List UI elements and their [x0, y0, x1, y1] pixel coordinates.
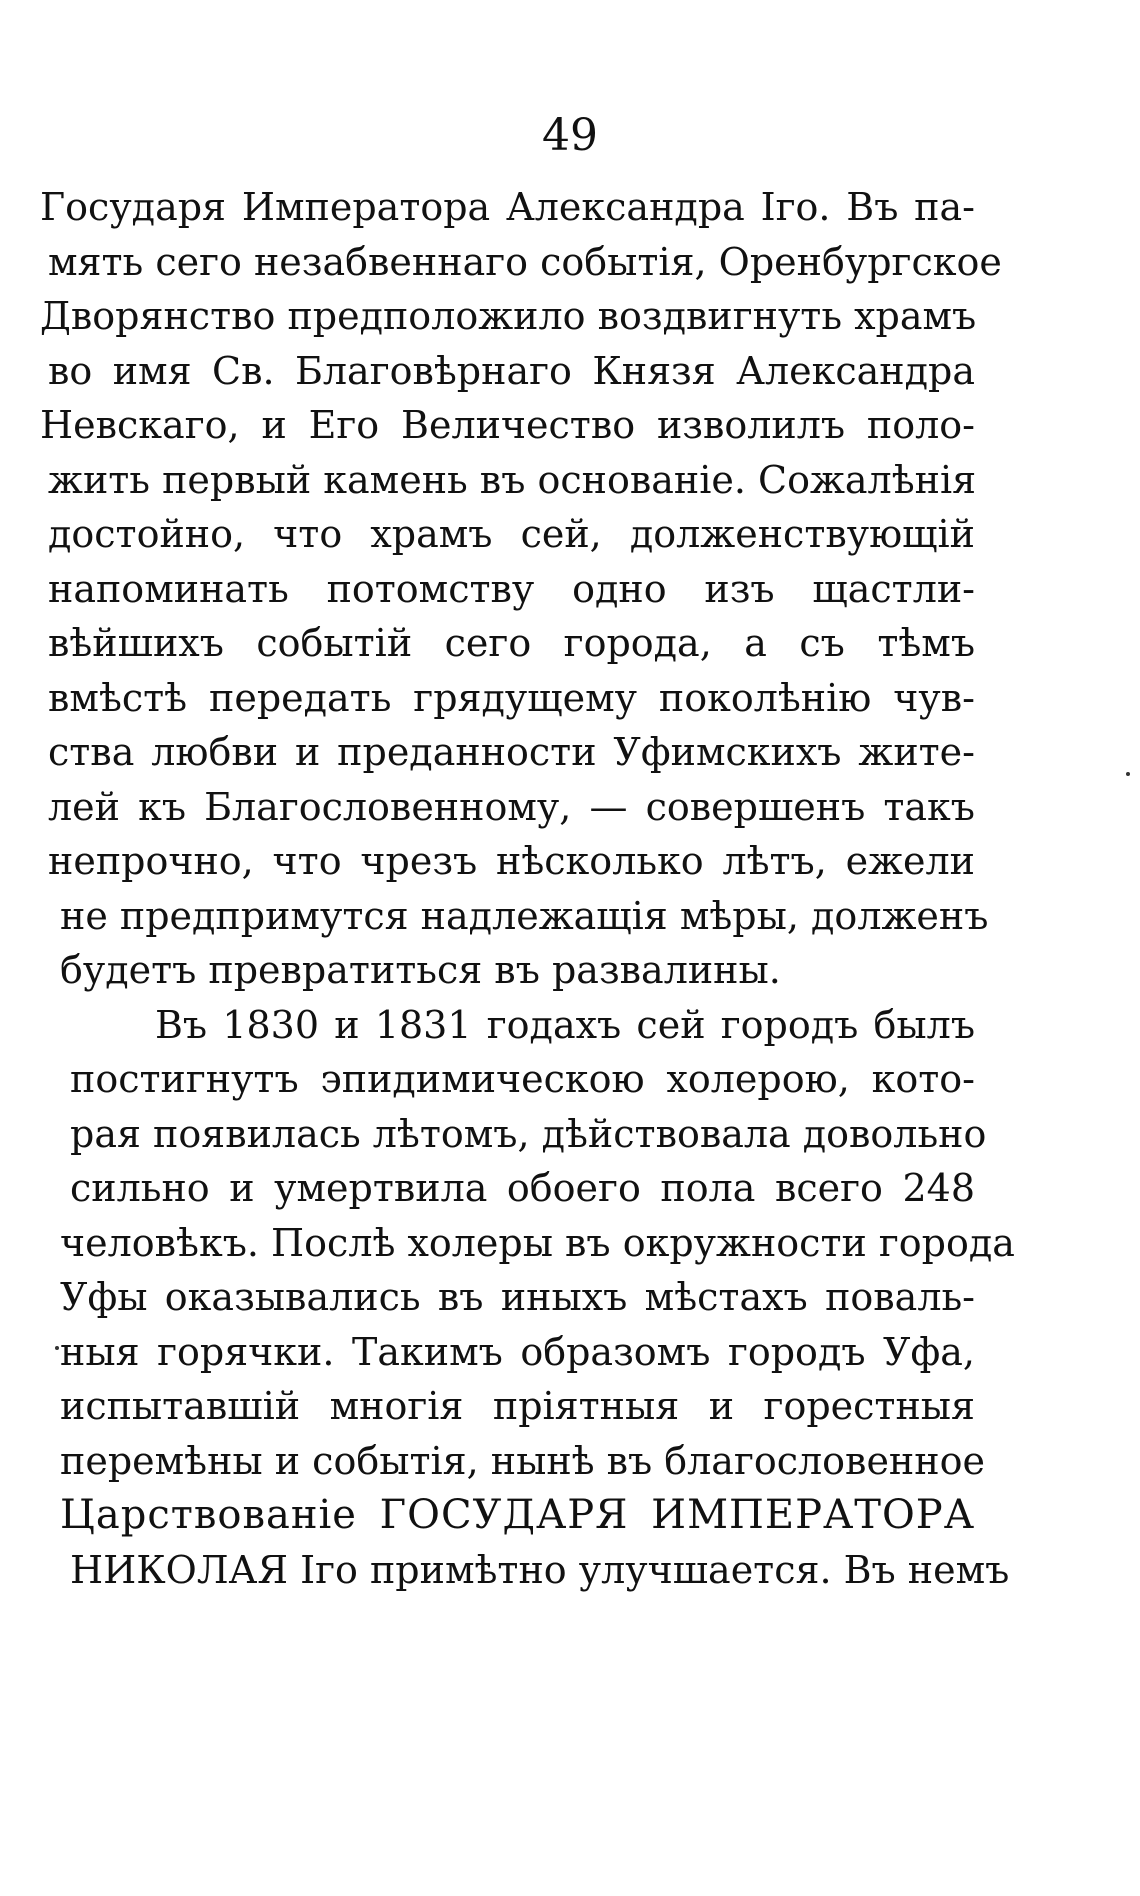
text-line: Невскаго, и Его Величество изволилъ поло- — [40, 403, 975, 447]
body-text — [40, 180, 1015, 1597]
page-number: 49 — [542, 110, 598, 161]
text-line: вмѣстѣ передать грядущему поколѣнію чув- — [48, 675, 975, 720]
text-line: Дворянство предположило воздвигнуть храмъ — [40, 294, 977, 338]
text-line: вѣйшихъ событій сего города, а съ тѣмъ — [48, 621, 975, 665]
text-line: Уфы оказывались въ иныхъ мѣстахъ поваль- — [60, 1275, 975, 1319]
text-line: достойно, что храмъ сей, долженствующій — [48, 512, 975, 556]
text-line: Государя Императора Александра Iго. Въ па- — [40, 185, 975, 229]
text-line: жить первый камень въ основаніе. Сожалѣнія — [48, 457, 977, 502]
text-line: перемѣны и событія, нынѣ въ благословенное — [60, 1438, 985, 1483]
print-speck — [1126, 772, 1130, 776]
text-line: человѣкъ. Послѣ холеры въ окружности города — [60, 1220, 1015, 1265]
text-line: испытавшій многія пріятныя и горестныя — [60, 1384, 975, 1428]
text-line: сильно и умертвила обоего пола всего 248 — [70, 1166, 975, 1210]
text-line: не предпримутся надлежащія мѣры, долженъ — [60, 893, 989, 938]
text-line: лей къ Благословенному, — совершенъ такъ — [48, 784, 975, 829]
text-line: непрочно, что чрезъ нѣсколько лѣтъ, ежели — [48, 839, 975, 883]
text-line: Въ 1830 и 1831 годахъ сей городъ былъ — [155, 1002, 975, 1047]
text-line: во имя Св. Благовѣрнаго Князя Александра — [48, 348, 975, 393]
text-line: ныя горячки. Такимъ образомъ городъ Уфа, — [60, 1329, 975, 1374]
text-line: НИКОЛАЯ Iго примѣтно улучшается. Въ немъ — [70, 1547, 1010, 1592]
text-line: ства любви и преданности Уфимскихъ жите- — [48, 730, 975, 774]
text-line: рая появилась лѣтомъ, дѣйствовала довольно — [70, 1111, 987, 1156]
text-line: Царствованіе ГОСУДАРЯ ИМПЕРАТОРА — [60, 1492, 975, 1538]
text-line: напоминать потомству одно изъ щастли- — [48, 566, 975, 611]
text-line: постигнутъ эпидимическою холерою, кото- — [70, 1057, 975, 1101]
print-speck — [55, 1346, 59, 1350]
text-line: будетъ превратиться въ развалины. — [60, 948, 781, 992]
text-line: мять сего незабвеннаго событія, Оренбургское — [48, 239, 1002, 284]
